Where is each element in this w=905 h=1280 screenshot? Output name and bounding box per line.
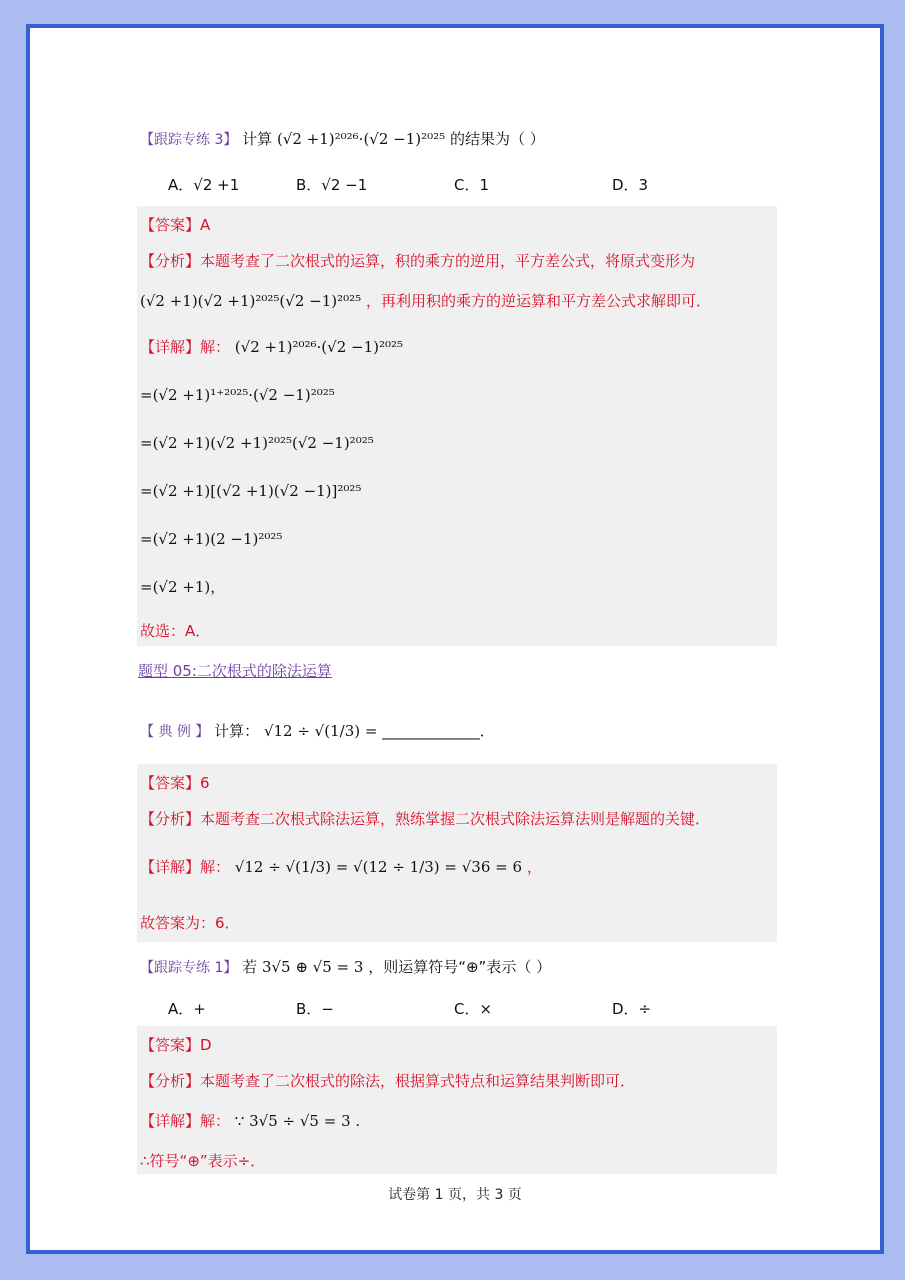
detail-step: =(√2 +1)， — [140, 578, 226, 596]
question-expression: (√2 +1)²⁰²⁶·(√2 −1)²⁰²⁵ — [276, 130, 446, 148]
detail-step: (√2 +1)²⁰²⁶·(√2 −1)²⁰²⁵ — [234, 338, 404, 356]
detail-expression: ∵ 3√5 ÷ √5 = 3 . — [234, 1112, 361, 1130]
answer-label: 【答案】6 — [140, 774, 210, 792]
analysis-text: 【分析】本题考查二次根式除法运算，熟练掌握二次根式除法运算法则是解题的关键． — [140, 810, 711, 828]
question-suffix: ，则运算符号“⊕”表示（ ） — [368, 958, 552, 976]
section-title: 题型 05:二次根式的除法运算 — [138, 662, 332, 680]
answer-box-3 — [137, 1026, 777, 1174]
question-1 — [140, 128, 545, 149]
option-d[interactable]: D．3 — [612, 176, 649, 194]
detail-line — [140, 1110, 360, 1131]
analysis-text: 【分析】本题考查了二次根式的除法，根据算式特点和运算结果判断即可． — [140, 1072, 636, 1090]
question-tag: 【跟踪专练 3】 — [140, 132, 238, 148]
option-c[interactable]: C．1 — [454, 176, 490, 194]
question-3 — [140, 956, 551, 977]
option-a[interactable]: A．√2 +1 — [168, 176, 240, 194]
detail-label: 【详解】解： — [140, 858, 231, 876]
option-d[interactable]: D．÷ — [612, 1000, 652, 1018]
answer-blank[interactable]: _____________． — [382, 722, 495, 740]
conclusion: ∴符号“⊕”表示÷． — [140, 1152, 266, 1170]
analysis-expression: (√2 +1)(√2 +1)²⁰²⁵(√2 −1)²⁰²⁵ — [140, 292, 362, 310]
analysis-text: 【分析】本题考查了二次根式的运算，积的乘方的逆用，平方差公式，将原式变形为 — [140, 252, 696, 270]
option-c[interactable]: C．× — [454, 1000, 493, 1018]
answer-box-2 — [137, 764, 777, 942]
choose-answer: 故选：A． — [140, 622, 211, 640]
exam-page — [26, 24, 884, 1254]
option-a[interactable]: A．+ — [168, 1000, 206, 1018]
detail-label: 【详解】解： — [140, 338, 231, 356]
detail-line — [140, 856, 542, 877]
question-prefix: 计算 — [242, 130, 273, 148]
detail-step: =(√2 +1)¹⁺²⁰²⁵·(√2 −1)²⁰²⁵ — [140, 386, 335, 404]
detail-label: 【详解】解： — [140, 1112, 231, 1130]
question-prefix: 计算： — [214, 722, 260, 740]
question-tag: 【跟踪专练 1】 — [140, 960, 238, 976]
detail-line-1 — [140, 336, 403, 357]
detail-expression: √12 ÷ √(1/3) = √(12 ÷ 1/3) = √36 = 6 — [234, 858, 523, 876]
detail-step: =(√2 +1)[(√2 +1)(√2 −1)]²⁰²⁵ — [140, 482, 362, 500]
question-2 — [140, 720, 495, 741]
answer-label: 【答案】A — [140, 216, 211, 234]
option-b[interactable]: B．− — [296, 1000, 334, 1018]
question-suffix: 的结果为（ ） — [449, 130, 545, 148]
final-answer: 故答案为：6． — [140, 914, 240, 932]
answer-box-1 — [137, 206, 777, 646]
analysis-continuation: ，再利用积的乘方的逆运算和平方差公式求解即可． — [365, 292, 711, 310]
detail-end: ， — [526, 858, 542, 876]
question-prefix: 若 — [242, 958, 258, 976]
detail-step: =(√2 +1)(√2 +1)²⁰²⁵(√2 −1)²⁰²⁵ — [140, 434, 374, 452]
analysis-line-2 — [140, 290, 711, 311]
question-tag: 【 典 例 】 — [140, 724, 210, 740]
question-expression: √12 ÷ √(1/3) = — [263, 722, 378, 740]
question-expression: 3√5 ⊕ √5 = 3 — [261, 958, 364, 976]
answer-label: 【答案】D — [140, 1036, 212, 1054]
page-footer: 试卷第 1 页，共 3 页 — [388, 1187, 522, 1203]
detail-step: =(√2 +1)(2 −1)²⁰²⁵ — [140, 530, 283, 548]
option-b[interactable]: B．√2 −1 — [296, 176, 368, 194]
